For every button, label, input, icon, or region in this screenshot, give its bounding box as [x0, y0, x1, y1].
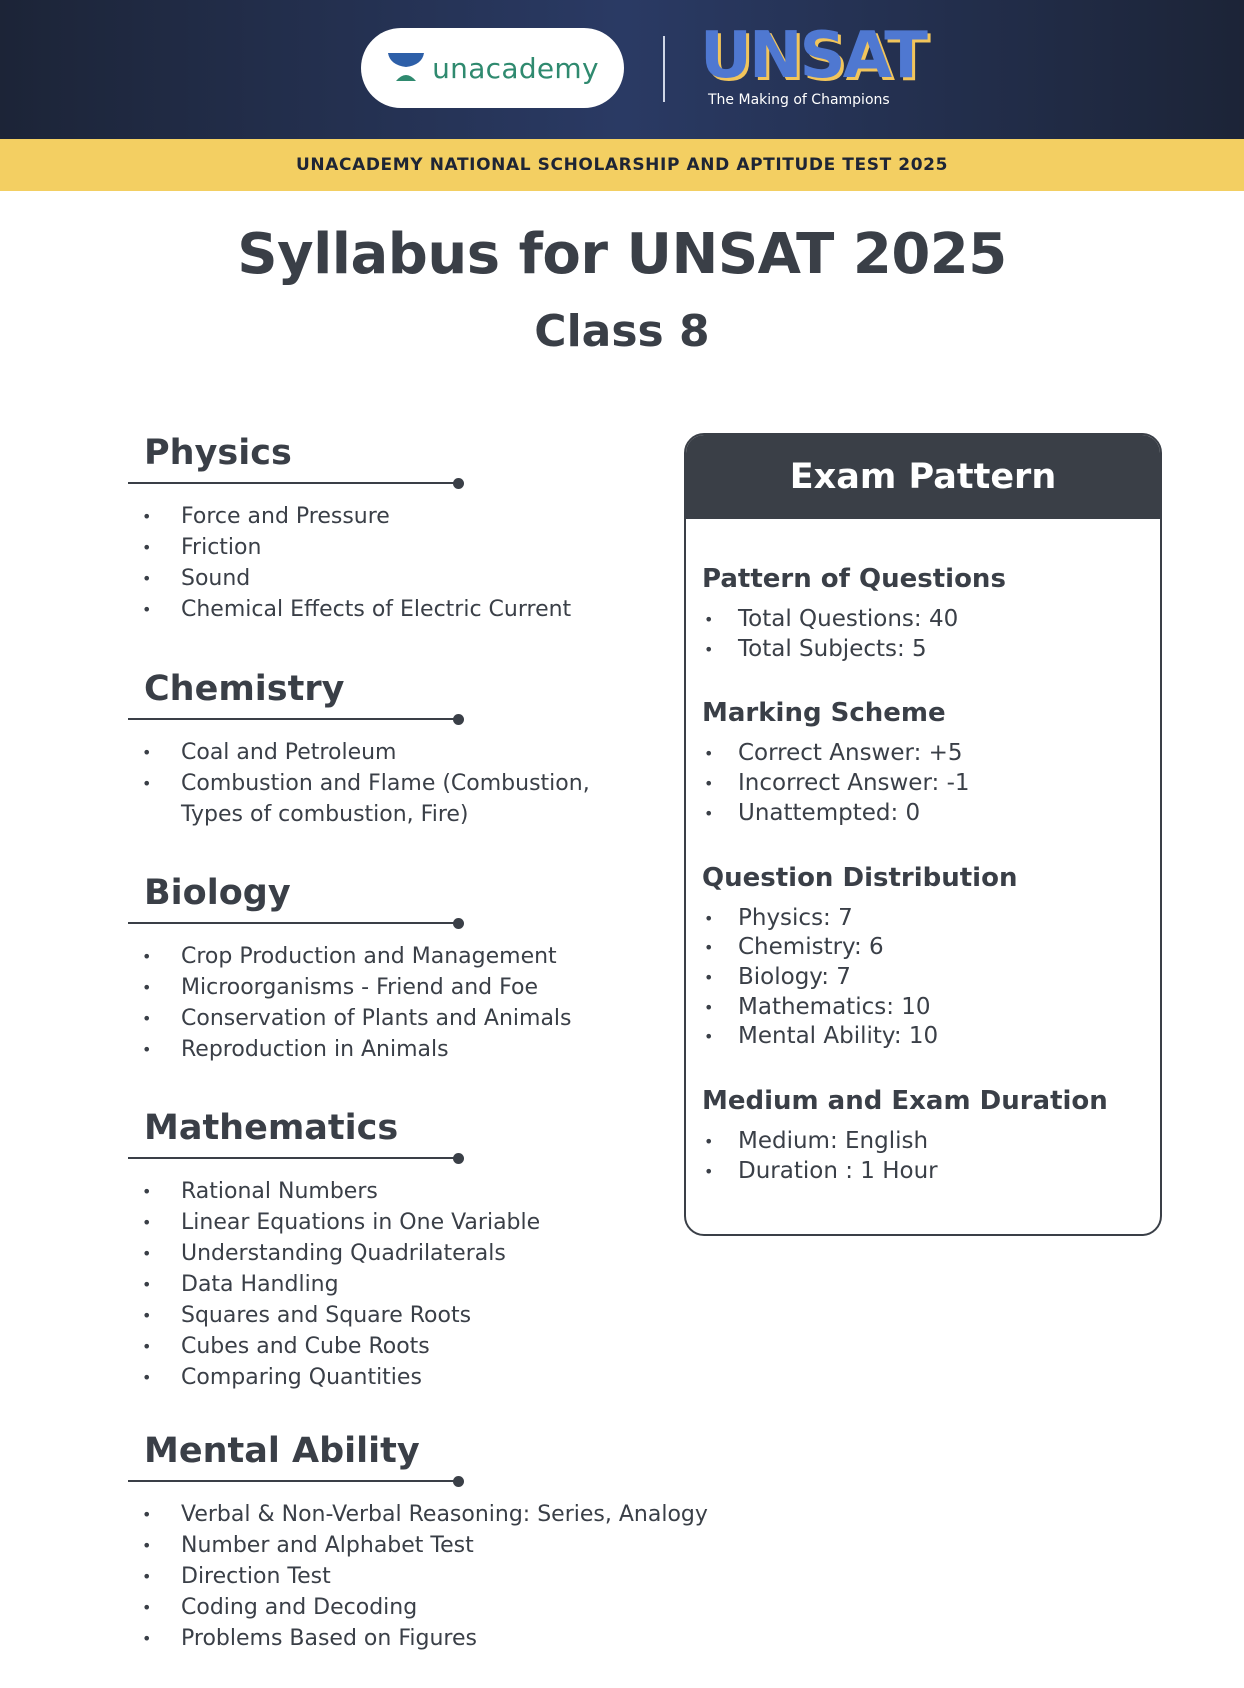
block-heading: Pattern of Questions: [702, 564, 1006, 594]
list-item: • Crop Production and Management: [128, 941, 708, 972]
list-item: • Sound: [128, 563, 708, 594]
unsat-logo: [700, 19, 925, 116]
pattern-of-questions: [702, 561, 1144, 664]
header-divider: [663, 36, 665, 102]
subject-heading: Physics: [144, 433, 292, 473]
test-banner: UNACADEMY NATIONAL SCHOLARSHIP AND APTITUDE TEST 2025: [0, 139, 1244, 191]
heading-rule: [128, 477, 464, 489]
block-list: [702, 1127, 1144, 1186]
list-item: • Physics: 7: [702, 904, 1144, 934]
list-item: • Correct Answer: +5: [702, 739, 1144, 769]
block-heading: Marking Scheme: [702, 698, 946, 729]
block-list: [702, 904, 1144, 1053]
list-item: • Linear Equations in One Variable: [128, 1207, 708, 1238]
list-item: • Reproduction in Animals: [128, 1034, 708, 1065]
medium-and-duration: [702, 1083, 1144, 1186]
list-item: • Coding and Decoding: [128, 1592, 768, 1623]
unacademy-logo: [361, 28, 624, 108]
question-distribution: [702, 860, 1144, 1053]
list-item: • Mental Ability: 10: [702, 1022, 1144, 1052]
subject-heading: Mental Ability: [144, 1431, 420, 1471]
exam-pattern-card: [684, 433, 1162, 1236]
list-item: • Comparing Quantities: [128, 1362, 708, 1393]
subject-heading: Chemistry: [144, 669, 345, 709]
list-item: • Total Subjects: 5: [702, 635, 1144, 665]
header: [0, 0, 1244, 139]
list-item: • Conservation of Plants and Animals: [128, 1003, 708, 1034]
block-list: [702, 605, 1144, 664]
subject-chemistry: [128, 667, 708, 830]
list-item: • Duration : 1 Hour: [702, 1157, 1144, 1187]
heading-rule: [128, 1475, 464, 1487]
list-item: • Chemistry: 6: [702, 933, 1144, 963]
heading-rule: [128, 917, 464, 929]
heading-rule: [128, 1152, 464, 1164]
subject-physics: [128, 431, 708, 625]
list-item: • Squares and Square Roots: [128, 1300, 708, 1331]
topic-list: [128, 1499, 768, 1654]
list-item: • Problems Based on Figures: [128, 1623, 768, 1654]
list-item: • Combustion and Flame (Combustion, Types of combustion, Fire): [128, 768, 598, 830]
block-list: [702, 739, 1144, 828]
list-item: • Direction Test: [128, 1561, 768, 1592]
list-item: • Chemical Effects of Electric Current: [128, 594, 708, 625]
list-item: • Rational Numbers: [128, 1176, 708, 1207]
list-item: • Medium: English: [702, 1127, 1144, 1157]
topic-list: [128, 1176, 708, 1393]
marking-scheme: [702, 695, 1144, 828]
topic-list: [128, 501, 708, 625]
heading-rule: [128, 713, 464, 725]
unacademy-wordmark: unacademy: [432, 51, 599, 85]
list-item: • Friction: [128, 532, 708, 563]
list-item: • Force and Pressure: [128, 501, 708, 532]
unsat-wordmark: UNSAT: [700, 19, 925, 93]
list-item: • Microorganisms - Friend and Foe: [128, 972, 708, 1003]
topic-list: [128, 737, 598, 830]
list-item: • Verbal & Non-Verbal Reasoning: Series, Analogy: [128, 1499, 768, 1530]
page-title: Syllabus for UNSAT 2025: [237, 222, 1007, 287]
list-item: • Mathematics: 10: [702, 993, 1144, 1023]
block-heading: Question Distribution: [702, 862, 1018, 893]
page-subtitle: Class 8: [534, 306, 710, 357]
subject-heading: Mathematics: [144, 1108, 399, 1148]
list-item: • Coal and Petroleum: [128, 737, 598, 768]
subject-heading: Biology: [144, 873, 291, 913]
list-item: • Biology: 7: [702, 963, 1144, 993]
subject-mental-ability: [128, 1429, 768, 1654]
exam-pattern-body: [686, 519, 1160, 1186]
list-item: • Number and Alphabet Test: [128, 1530, 768, 1561]
unacademy-logo-icon: [386, 51, 426, 85]
topic-list: [128, 941, 708, 1065]
list-item: • Data Handling: [128, 1269, 708, 1300]
list-item: • Understanding Quadrilaterals: [128, 1238, 708, 1269]
block-heading: Medium and Exam Duration: [702, 1086, 1108, 1117]
subject-mathematics: [128, 1106, 708, 1393]
unsat-tagline: The Making of Champions: [708, 92, 890, 108]
list-item: • Cubes and Cube Roots: [128, 1331, 708, 1362]
subject-biology: [128, 871, 708, 1065]
exam-pattern-title: Exam Pattern: [686, 435, 1160, 519]
list-item: • Total Questions: 40: [702, 605, 1144, 635]
list-item: • Unattempted: 0: [702, 799, 1144, 829]
list-item: • Incorrect Answer: -1: [702, 769, 1144, 799]
